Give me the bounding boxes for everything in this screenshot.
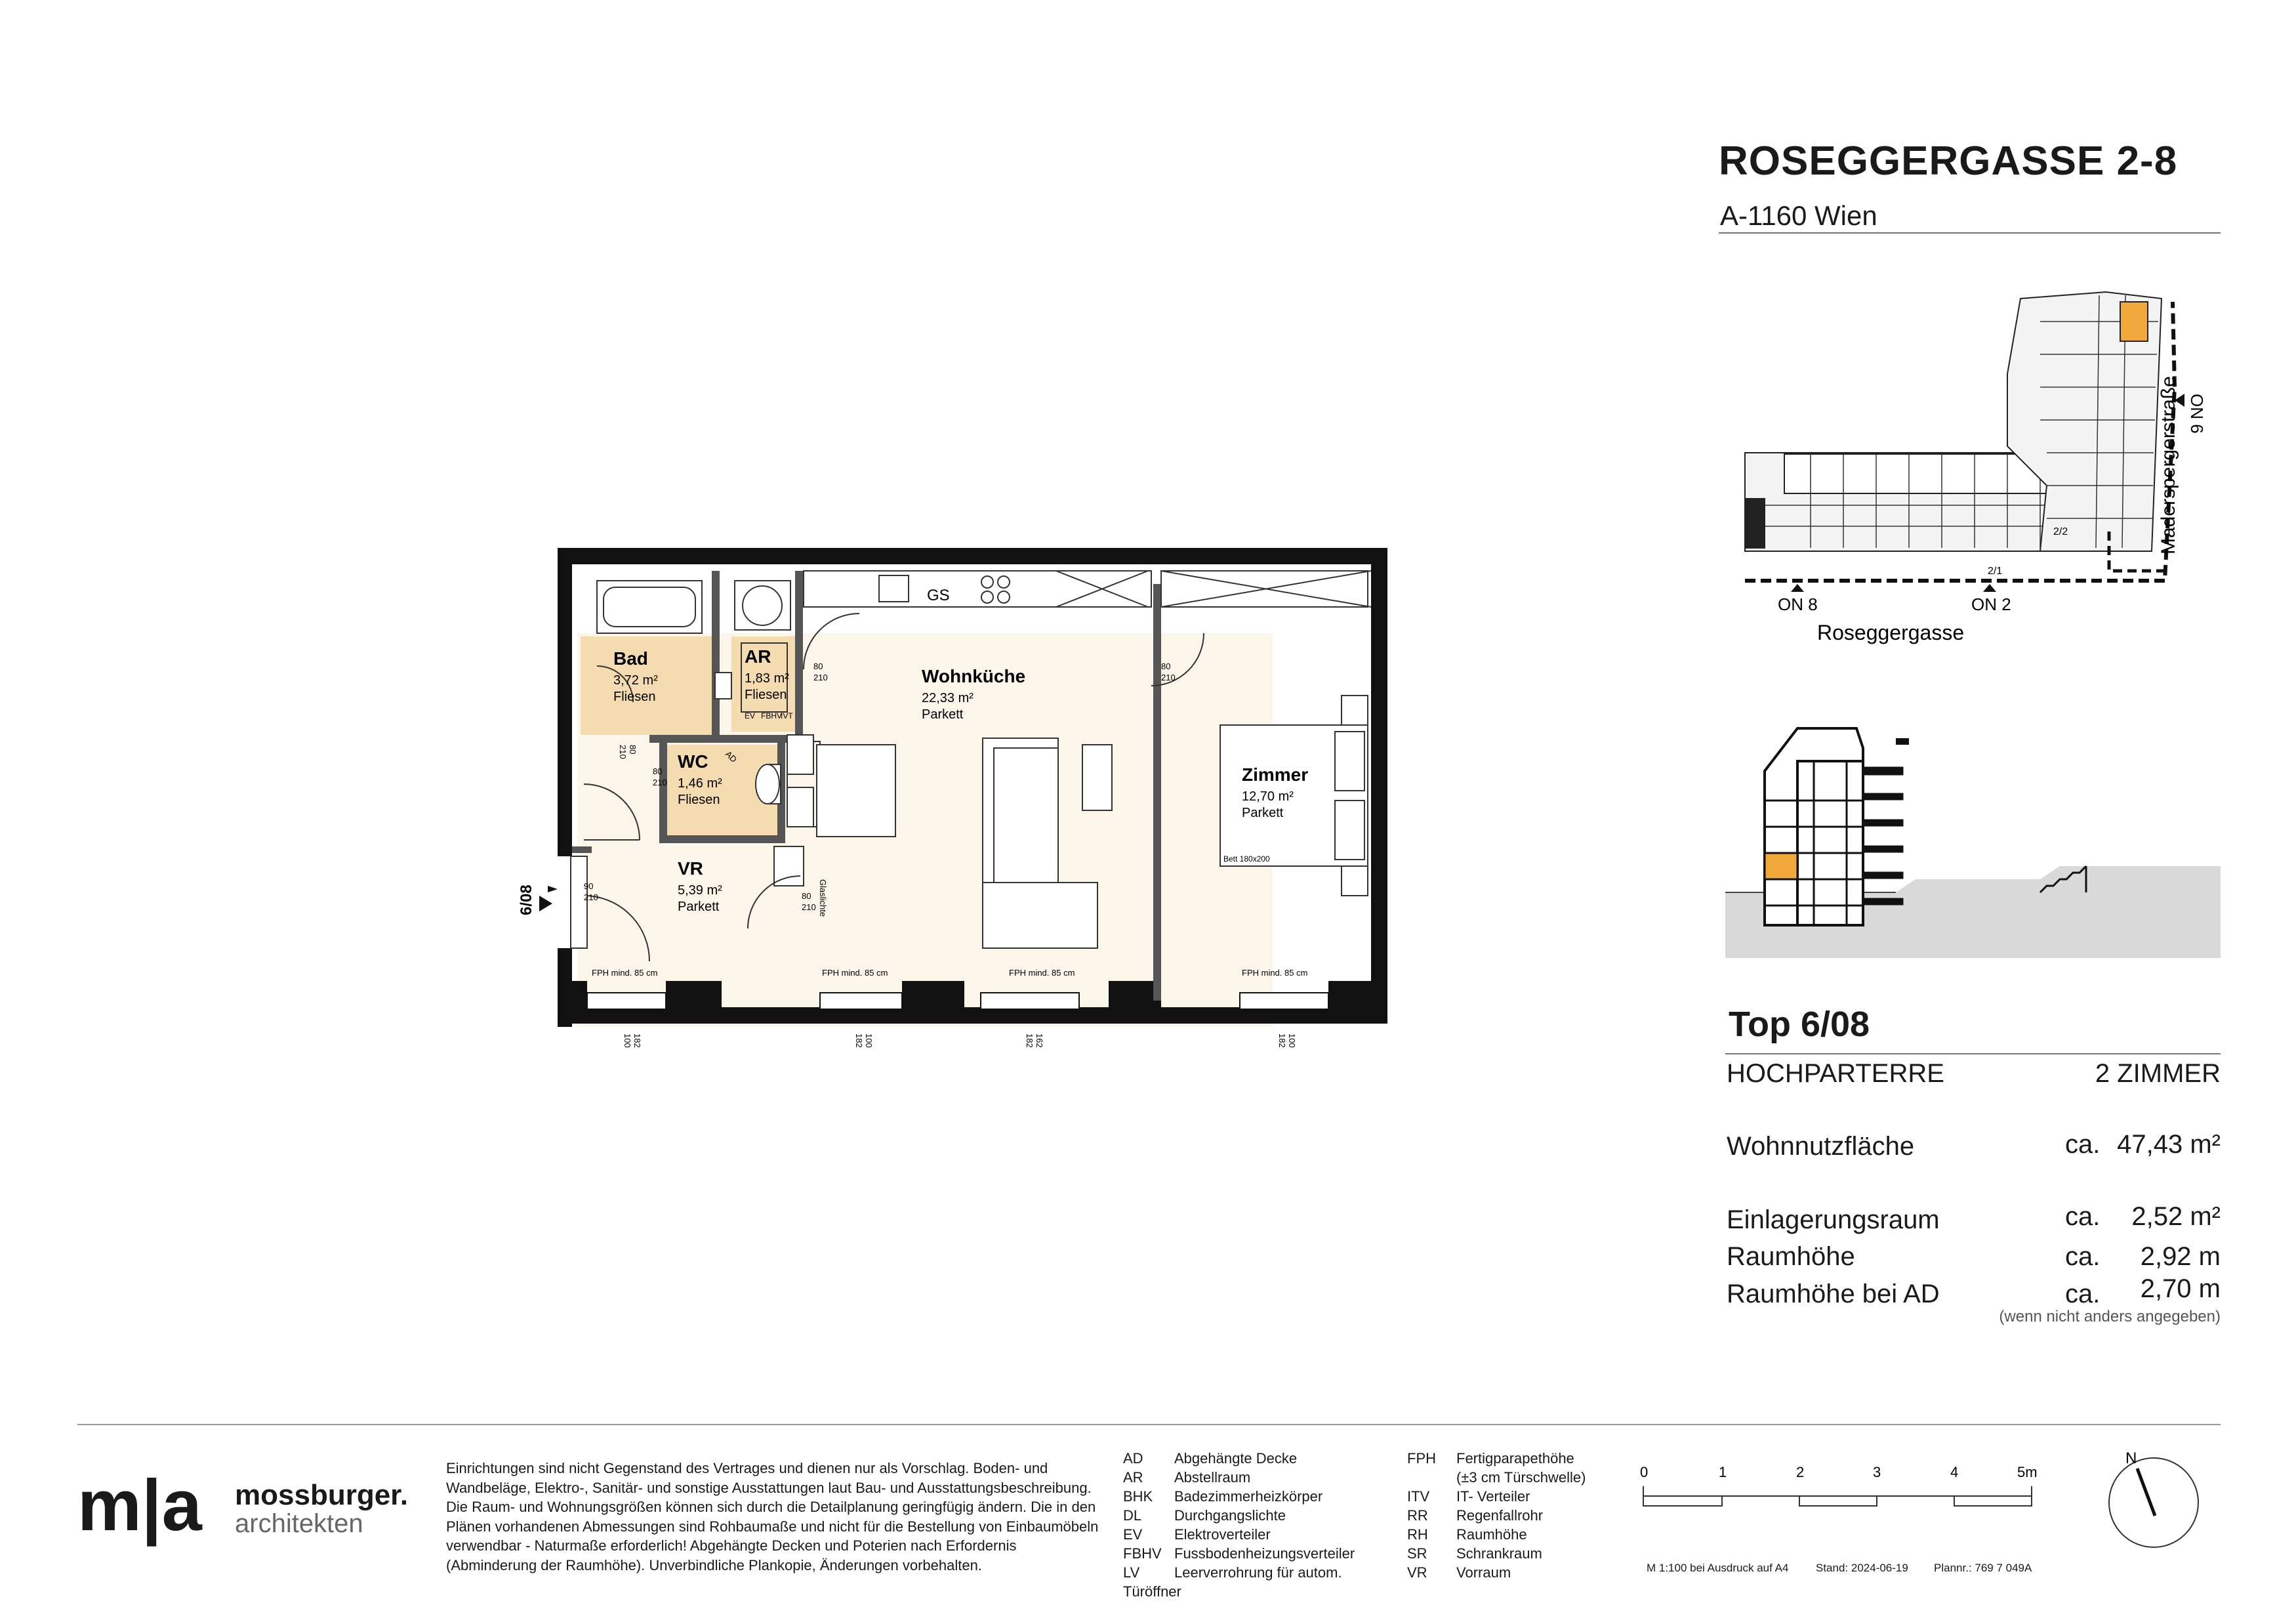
window-2-b: 100 bbox=[864, 1033, 874, 1048]
legend-abbr: LV bbox=[1123, 1564, 1140, 1581]
window-4-a: 182 bbox=[1277, 1033, 1287, 1048]
door-5-w: 80 bbox=[802, 891, 811, 901]
window-1-b: 182 bbox=[632, 1033, 642, 1048]
fph-label-1: FPH mind. 85 cm bbox=[592, 968, 658, 978]
door-4-w: 90 bbox=[584, 881, 594, 891]
entrance-on6: ON 6 bbox=[2187, 394, 2207, 434]
fph-label-4: FPH mind. 85 cm bbox=[1242, 968, 1308, 978]
legend-text: Fussbodenheizungsverteiler bbox=[1174, 1545, 1355, 1562]
legend-abbr: FPH bbox=[1407, 1450, 1436, 1467]
room-wc-area: 1,46 m² bbox=[678, 776, 722, 791]
legend-text: (±3 cm Türschwelle) bbox=[1456, 1469, 1586, 1486]
scale-note: M 1:100 bei Ausdruck auf A4 bbox=[1647, 1562, 1789, 1574]
door-2-w: 80 bbox=[1161, 661, 1171, 671]
door-4-h: 210 bbox=[584, 892, 598, 902]
row-raumhoehe-value: 2,92 m bbox=[2140, 1242, 2221, 1271]
unit-floor: HOCHPARTERRE bbox=[1727, 1059, 1944, 1088]
ar-util-ivt: IVT bbox=[781, 711, 793, 720]
scale-tick-5: 5m bbox=[2017, 1464, 2038, 1480]
room-bad-floor: Fliesen bbox=[613, 690, 656, 704]
window-1-a: 100 bbox=[623, 1033, 632, 1048]
room-wc-floor: Fliesen bbox=[678, 793, 720, 807]
row-einlagerung-label: Einlagerungsraum bbox=[1727, 1205, 1940, 1234]
plan-number: Plannr.: 769 7 049A bbox=[1934, 1562, 2032, 1574]
legend-abbr: RR bbox=[1407, 1507, 1428, 1524]
room-vr-name: VR bbox=[678, 858, 703, 879]
row-raumhoehe-label: Raumhöhe bbox=[1727, 1242, 1855, 1271]
project-title: ROSEGGERGASSE 2-8 bbox=[1719, 138, 2178, 184]
door-6-h: 210 bbox=[618, 745, 628, 759]
room-wohnkueche-name: Wohnküche bbox=[922, 666, 1026, 686]
logo-mark: m|a bbox=[77, 1465, 202, 1546]
door-3-h: 210 bbox=[653, 778, 667, 787]
door-2-h: 210 bbox=[1161, 673, 1176, 682]
street-maderspergerstrasse: Maderspergerstraße bbox=[2158, 376, 2179, 554]
row-raumhoehe-ad-value: 2,70 m bbox=[2140, 1274, 2221, 1303]
room-vr-area: 5,39 m² bbox=[678, 883, 722, 898]
room-bad-area: 3,72 m² bbox=[613, 673, 658, 688]
legend-text: Leerverrohrung für autom. Türöffner bbox=[1123, 1564, 1342, 1600]
building-section bbox=[1725, 722, 2224, 958]
bed-label: Bett 180x200 bbox=[1223, 854, 1270, 864]
legend-text: Abgehängte Decke bbox=[1174, 1450, 1298, 1467]
gs-label: GS bbox=[927, 587, 950, 604]
legend-left bbox=[1123, 1449, 1399, 1601]
scale-tick-4: 4 bbox=[1950, 1464, 1959, 1480]
unit-top: Top 6/08 bbox=[1729, 1005, 1870, 1044]
legend-abbr: DL bbox=[1123, 1507, 1142, 1524]
header-divider bbox=[1719, 232, 2221, 234]
unit-rooms: 2 ZIMMER bbox=[2095, 1059, 2221, 1088]
door-5-h: 210 bbox=[802, 902, 816, 912]
room-ar-floor: Fliesen bbox=[745, 688, 787, 702]
row-einlagerung-value: 2,52 m² bbox=[2131, 1202, 2221, 1231]
north-label: N bbox=[2125, 1449, 2137, 1467]
dl-label: Glaslichte bbox=[818, 879, 828, 917]
room-zimmer-area: 12,70 m² bbox=[1242, 789, 1294, 804]
room-vr-floor: Parkett bbox=[678, 900, 720, 914]
room-bad-name: Bad bbox=[613, 648, 648, 669]
legend-abbr: AD bbox=[1123, 1450, 1143, 1467]
room-zimmer-floor: Parkett bbox=[1242, 806, 1284, 820]
site-plan bbox=[1732, 282, 2217, 663]
ad-label: AD bbox=[723, 749, 739, 764]
legend-text: Vorraum bbox=[1456, 1564, 1511, 1581]
entrance-label: 6/08 bbox=[518, 885, 535, 915]
unit-highlight bbox=[2120, 302, 2148, 341]
legend-text: Elektroverteiler bbox=[1174, 1526, 1271, 1543]
fph-label-2: FPH mind. 85 cm bbox=[822, 968, 888, 978]
unit-divider bbox=[1725, 1053, 2221, 1054]
legend-text: Raumhöhe bbox=[1456, 1526, 1527, 1543]
door-1-h: 210 bbox=[813, 673, 828, 682]
room-ar-area: 1,83 m² bbox=[745, 671, 789, 686]
siteplan-label-b: 2/1 bbox=[1988, 566, 2003, 577]
door-1-w: 80 bbox=[813, 661, 823, 671]
legend-abbr: VR bbox=[1407, 1564, 1427, 1581]
legend-abbr: RH bbox=[1407, 1526, 1428, 1543]
section-unit-highlight bbox=[1765, 853, 1797, 879]
floor-plan bbox=[518, 548, 1391, 1060]
door-6-w: 80 bbox=[628, 745, 638, 755]
north-needle bbox=[2137, 1468, 2155, 1516]
legend-abbr: ITV bbox=[1407, 1488, 1430, 1505]
project-city: A-1160 Wien bbox=[1720, 200, 1877, 231]
legend-abbr: AR bbox=[1123, 1469, 1143, 1486]
legend-text: Durchgangslichte bbox=[1174, 1507, 1286, 1524]
room-wc-name: WC bbox=[678, 751, 708, 772]
scale-tick-3: 3 bbox=[1873, 1464, 1881, 1480]
entrance-on2: ON 2 bbox=[1971, 594, 2011, 614]
legend-abbr: EV bbox=[1123, 1526, 1143, 1543]
window-3-b: 162 bbox=[1035, 1033, 1044, 1048]
legend-abbr: BHK bbox=[1123, 1488, 1153, 1505]
row-wohnnutzflaeche-label: Wohnnutzfläche bbox=[1727, 1132, 1915, 1161]
disclaimer: Einrichtungen sind nicht Gegenstand des Vertrages und dienen nur als Vorschlag. Boden- und Wandbeläge, Elektro-, Sanitär- und sonstige Ausstattungen laut Bau- und Ausstattungsbeschreibung. Die Raum- und Wohnungsgrößen können sich durch die Detailplanung geringfügig ändern. Die in den Plänen vorhandenen Abmessungen sind Rohbaumaße und nicht für die Bestellung von Einbaumöbeln verwendbar - Naturmaße erforderlich! Abgehängte Decken und Poterien nach Erfordernis (Abminderung der Raumhöhe). Unverbindliche Plankopie, Änderungen vorbehalten. bbox=[446, 1460, 1099, 1573]
scale-tick-0: 0 bbox=[1640, 1464, 1649, 1480]
logo-name: mossburger. bbox=[235, 1479, 409, 1511]
room-zimmer-name: Zimmer bbox=[1242, 764, 1309, 785]
legend-text: Regenfallrohr bbox=[1456, 1507, 1544, 1524]
room-wohnkueche-area: 22,33 m² bbox=[922, 691, 974, 705]
window-3-a: 182 bbox=[1025, 1033, 1035, 1048]
siteplan-label-a: 2/2 bbox=[2053, 526, 2068, 537]
scale-tick-1: 1 bbox=[1719, 1464, 1727, 1480]
legend-text: Fertigparapethöhe bbox=[1456, 1450, 1574, 1467]
north-arrow bbox=[2099, 1444, 2211, 1555]
row-raumhoehe-ad-label: Raumhöhe bei AD bbox=[1727, 1280, 1940, 1308]
scale-tick-2: 2 bbox=[1796, 1464, 1805, 1480]
room-wohnkueche-floor: Parkett bbox=[922, 707, 964, 722]
legend-abbr: FBHV bbox=[1123, 1545, 1162, 1562]
logo-sub: architekten bbox=[235, 1509, 363, 1538]
row-einlagerung-ca: ca. bbox=[2065, 1202, 2101, 1231]
fph-label-3: FPH mind. 85 cm bbox=[1009, 968, 1075, 978]
row-raumhoehe-ad-ca: ca. bbox=[2065, 1280, 2101, 1308]
ar-util-fbhv: FBHV bbox=[761, 711, 783, 720]
footer-divider bbox=[77, 1424, 2221, 1425]
room-ar-name: AR bbox=[745, 646, 771, 667]
legend-text: Abstellraum bbox=[1174, 1469, 1251, 1486]
row-wohnnutzflaeche-ca: ca. bbox=[2065, 1130, 2101, 1159]
ar-util-ev: EV bbox=[745, 711, 756, 720]
unit-note: (wenn nicht anders angegeben) bbox=[1999, 1308, 2221, 1325]
legend-text: Schrankraum bbox=[1456, 1545, 1542, 1562]
legend-text: Badezimmerheizkörper bbox=[1174, 1488, 1323, 1505]
row-wohnnutzflaeche-value: 47,43 m² bbox=[2117, 1130, 2221, 1159]
legend-right bbox=[1407, 1449, 1624, 1582]
street-roseggergasse: Roseggergasse bbox=[1817, 621, 1965, 644]
window-2-a: 182 bbox=[854, 1033, 864, 1048]
door-3-w: 80 bbox=[653, 766, 663, 776]
legend-text: IT- Verteiler bbox=[1456, 1488, 1530, 1505]
legend-abbr: SR bbox=[1407, 1545, 1427, 1562]
scale-bar bbox=[1637, 1460, 2057, 1532]
window-4-b: 100 bbox=[1287, 1033, 1297, 1048]
row-raumhoehe-ca: ca. bbox=[2065, 1242, 2101, 1271]
entrance-on8: ON 8 bbox=[1778, 594, 1818, 614]
plan-date: Stand: 2024-06-19 bbox=[1816, 1562, 1908, 1574]
